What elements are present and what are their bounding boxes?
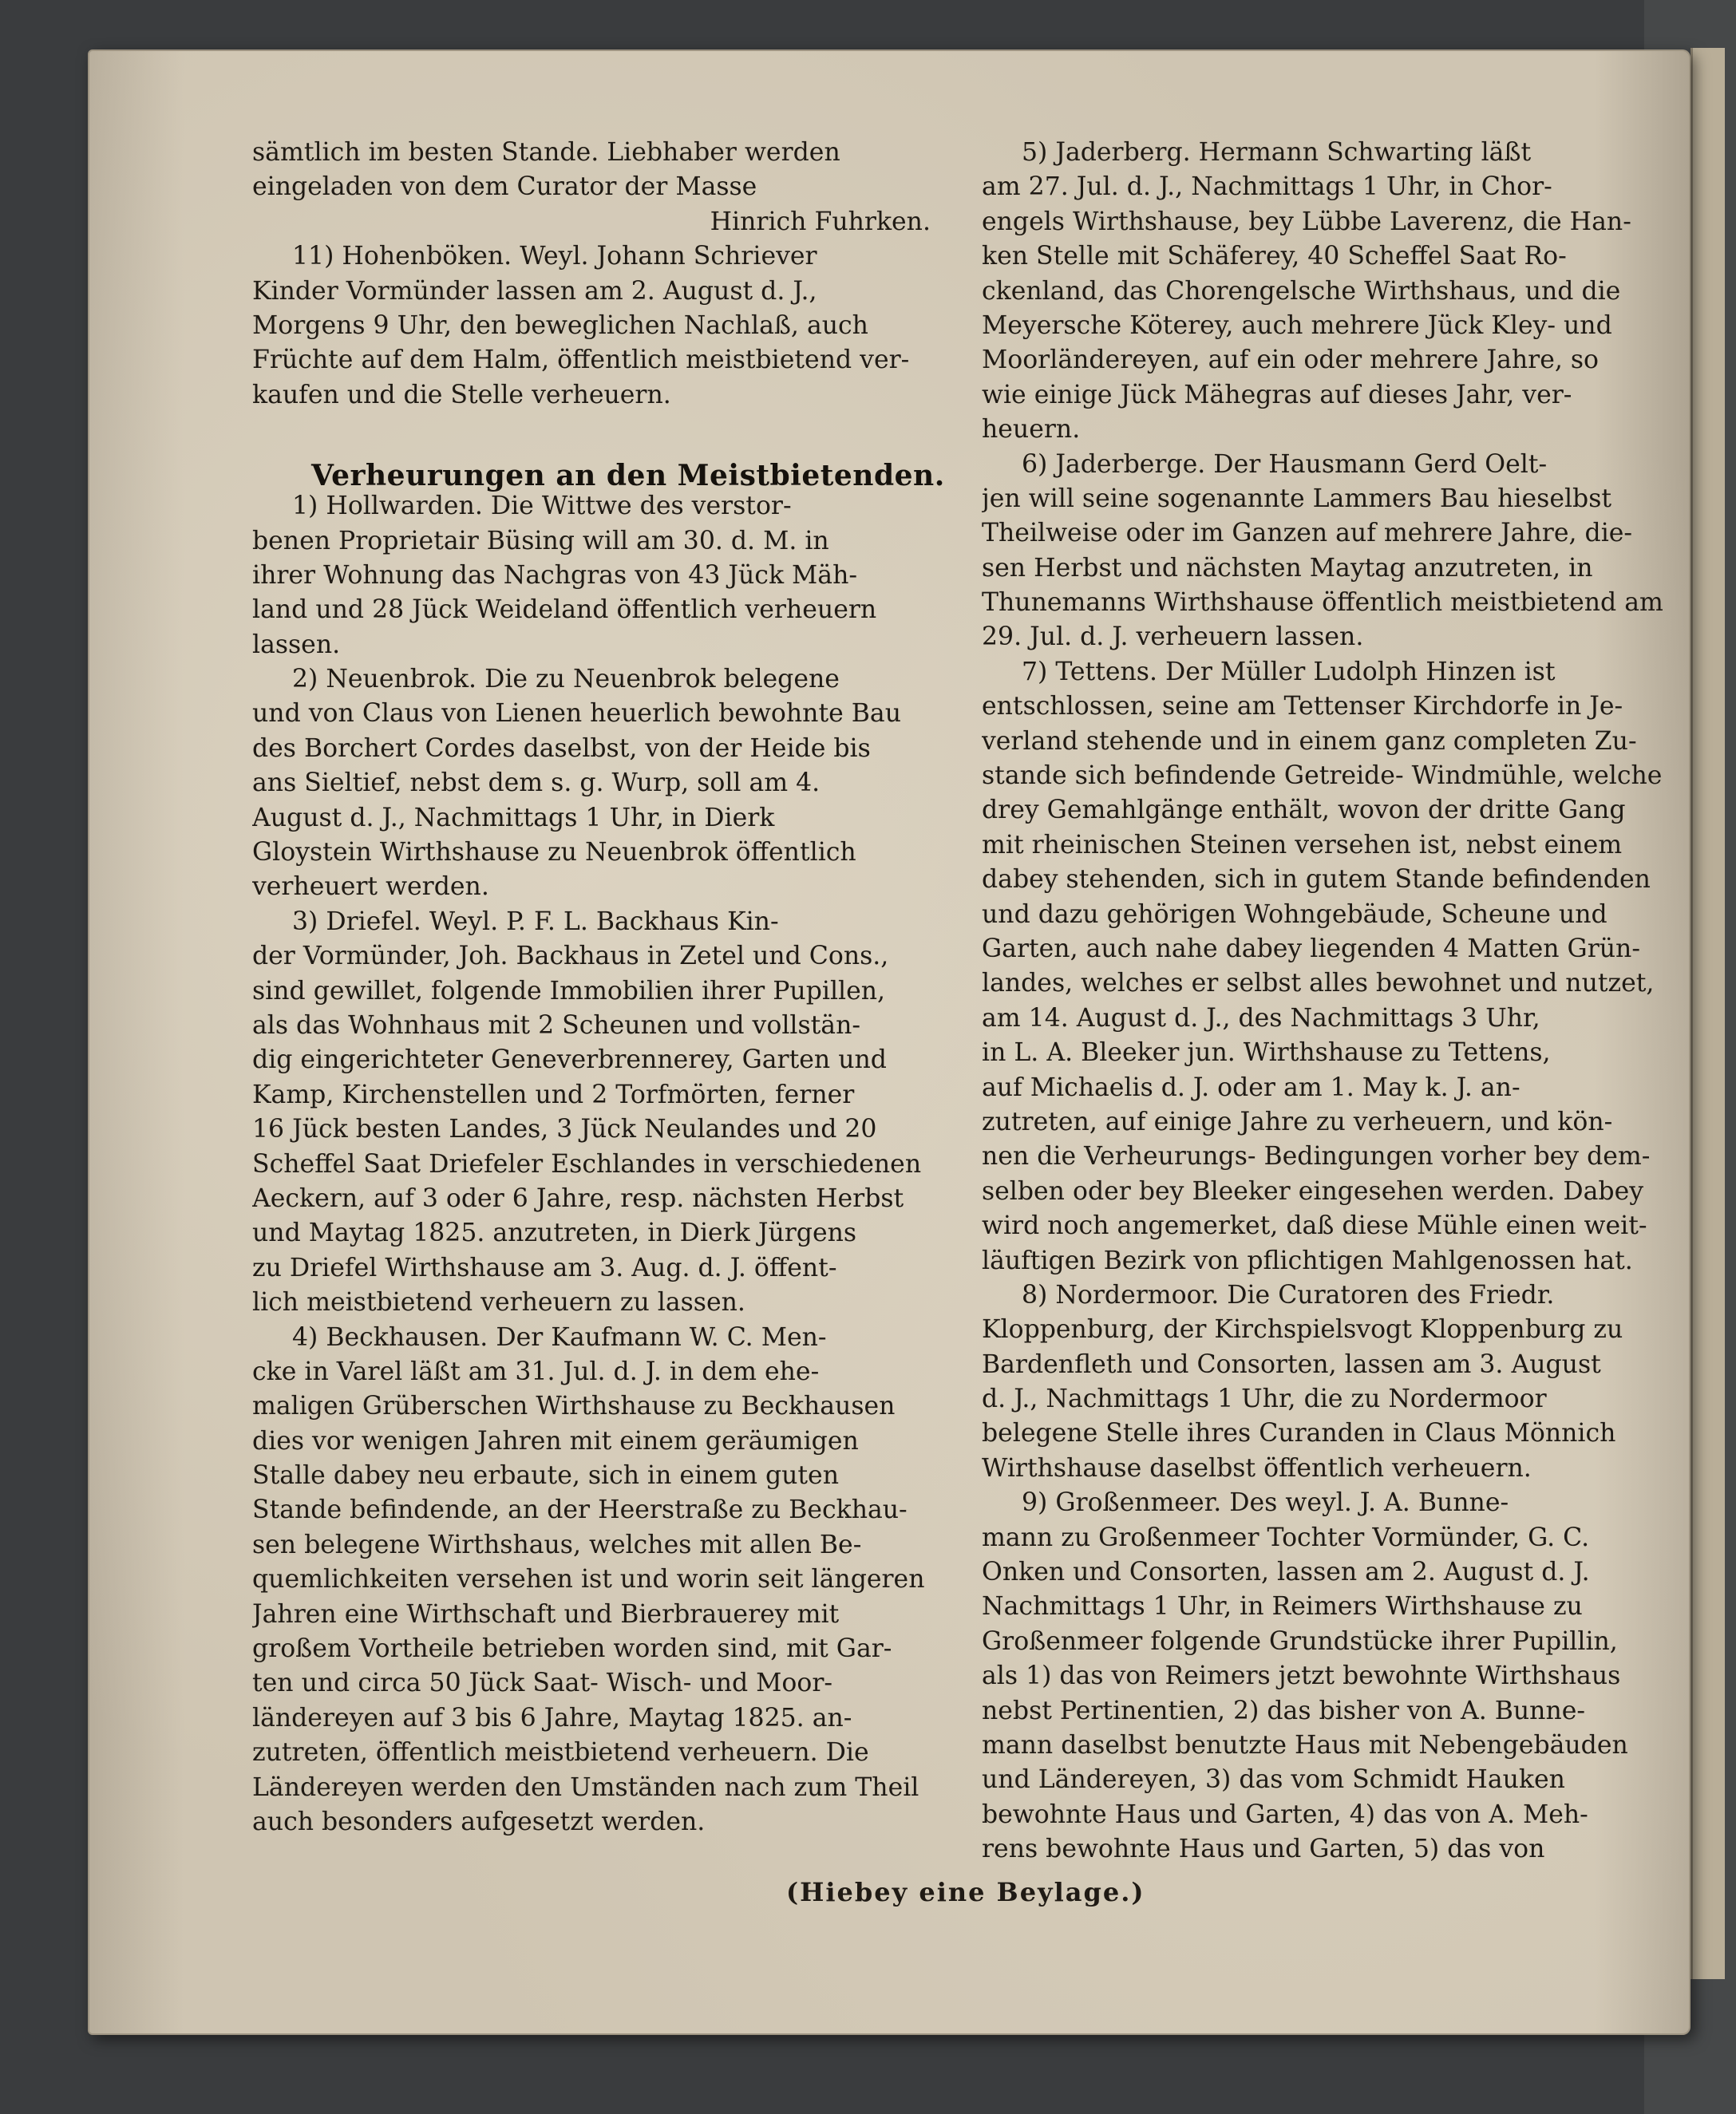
- text-line: Jahren eine Wirthschaft und Bierbrauerey mit: [252, 1599, 840, 1629]
- text-line: mann zu Großenmeer Tochter Vormünder, G. C.: [982, 1523, 1590, 1552]
- text-line: Gloystein Wirthshause zu Neuenbrok öffentlich: [252, 838, 856, 867]
- text-line: Wirthshause daselbst öffentlich verheuern.: [982, 1453, 1532, 1483]
- entry-heading-line: 3) Driefel. Weyl. P. F. L. Backhaus Kin-: [292, 907, 779, 936]
- text-line: ten und circa 50 Jück Saat- Wisch- und Moor-: [252, 1669, 833, 1698]
- text-line: und Maytag 1825. anzutreten, in Dierk Jürgens: [252, 1219, 857, 1248]
- supplement-note: (Hiebey eine Beylage.): [786, 1877, 1145, 1907]
- text-line: jen will seine sogenannte Lammers Bau hieselbst: [982, 484, 1612, 513]
- text-line: d. J., Nachmittags 1 Uhr, die zu Nordermoor: [982, 1385, 1547, 1414]
- text-line: ans Sieltief, nebst dem s. g. Wurp, soll am 4.: [252, 769, 821, 798]
- text-line: Thunemanns Wirthshause öffentlich meistbietend am: [982, 588, 1663, 618]
- text-line: land und 28 Jück Weideland öffentlich verheuern: [252, 595, 877, 625]
- text-line: großem Vortheile betrieben worden sind, mit Gar-: [252, 1634, 892, 1664]
- text-line: 16 Jück besten Landes, 3 Jück Neulandes und 20: [252, 1115, 877, 1144]
- entry-heading-line: 8) Nordermoor. Die Curatoren des Friedr.: [1022, 1280, 1555, 1310]
- text-line: ländereyen auf 3 bis 6 Jahre, Maytag 1825. an-: [252, 1703, 852, 1733]
- text-line: maligen Grüberschen Wirthshause zu Beckhausen: [252, 1392, 896, 1421]
- left-top-block: [252, 136, 963, 413]
- text-line: sen belegene Wirthshaus, welches mit allen Be-: [252, 1530, 862, 1559]
- text-line: selben oder bey Bleeker eingesehen werden. Dabey: [982, 1176, 1644, 1206]
- entry-heading-line: 2) Neuenbrok. Die zu Neuenbrok belegene: [292, 665, 840, 694]
- text-line: dabey stehenden, sich in gutem Stande befindenden: [982, 865, 1651, 895]
- entry-heading-line: 9) Großenmeer. Des weyl. J. A. Bunne-: [1022, 1488, 1509, 1518]
- text-line: stande sich befindende Getreide- Windmühle, welche: [982, 761, 1663, 791]
- text-line: August d. J., Nachmittags 1 Uhr, in Dierk: [252, 803, 775, 832]
- text-line: am 27. Jul. d. J., Nachmittags 1 Uhr, in Chor-: [982, 172, 1552, 202]
- text-line: Großenmeer folgende Grundstücke ihrer Pupillin,: [982, 1626, 1618, 1656]
- text-line: heuern.: [982, 415, 1081, 445]
- text-line: mann daselbst benutzte Haus mit Nebengebäuden: [982, 1730, 1628, 1760]
- left-column: [252, 136, 963, 1839]
- text-line: Aeckern, auf 3 oder 6 Jahre, resp. nächsten Herbst: [252, 1183, 904, 1213]
- text-line: zutreten, öffentlich meistbietend verheuern. Die: [252, 1738, 869, 1768]
- entry-heading-line: 5) Jaderberg. Hermann Schwarting läßt: [1022, 138, 1532, 167]
- entry-heading-line: 7) Tettens. Der Müller Ludolph Hinzen ist: [1022, 657, 1556, 686]
- text-line: Kinder Vormünder lassen am 2. August d. J.,: [252, 276, 817, 306]
- text-line: lich meistbietend verheuern zu lassen.: [252, 1288, 745, 1318]
- entry-heading-line: 1) Hollwarden. Die Wittwe des verstor-: [292, 492, 792, 521]
- text-line: kaufen und die Stelle verheuern.: [252, 380, 671, 409]
- text-line: der Vormünder, Joh. Backhaus in Zetel und Cons.,: [252, 942, 889, 971]
- text-line: und Ländereyen, 3) das vom Schmidt Hauken: [982, 1765, 1565, 1795]
- text-line: Kloppenburg, der Kirchspielsvogt Kloppenburg zu: [982, 1315, 1623, 1345]
- text-line: sämtlich im besten Stande. Liebhaber werden: [252, 138, 840, 167]
- text-line: Moorländereyen, auf ein oder mehrere Jahre, so: [982, 346, 1599, 375]
- text-line: nen die Verheurungs- Bedingungen vorher bey dem-: [982, 1142, 1651, 1172]
- left-body-block: [252, 489, 963, 1839]
- next-page-edge: [1691, 48, 1725, 1979]
- text-line: sen Herbst und nächsten Maytag anzutreten, in: [982, 553, 1593, 583]
- text-line: nebst Pertinentien, 2) das bisher von A. Bunne-: [982, 1696, 1586, 1725]
- text-line: drey Gemahlgänge enthält, wovon der dritte Gang: [982, 796, 1626, 825]
- text-line: cke in Varel läßt am 31. Jul. d. J. in dem ehe-: [252, 1357, 820, 1386]
- text-line: des Borchert Cordes daselbst, von der Heide bis: [252, 733, 871, 763]
- text-line: Stalle dabey neu erbaute, sich in einem guten: [252, 1461, 839, 1491]
- text-line: sind gewillet, folgende Immobilien ihrer Pupillen,: [252, 976, 886, 1006]
- text-line: als 1) das von Reimers jetzt bewohnte Wirthshaus: [982, 1662, 1621, 1691]
- text-line: wird noch angemerket, daß diese Mühle einen weit-: [982, 1211, 1647, 1241]
- right-column: [982, 136, 1692, 1867]
- text-line: Scheffel Saat Driefeler Eschlandes in verschiedenen: [252, 1149, 922, 1179]
- text-line: Bardenfleth und Consorten, lassen am 3. August: [982, 1349, 1601, 1379]
- text-line: eingeladen von dem Curator der Masse: [252, 172, 757, 202]
- text-line: rens bewohnte Haus und Garten, 5) das von: [982, 1835, 1545, 1864]
- text-line: ihrer Wohnung das Nachgras von 43 Jück Mäh-: [252, 560, 858, 590]
- text-line: auch besonders aufgesetzt werden.: [252, 1807, 706, 1836]
- text-line: ckenland, das Chorengelsche Wirthshaus, und die: [982, 276, 1621, 306]
- text-line: in L. A. Bleeker jun. Wirthshause zu Tettens,: [982, 1038, 1551, 1068]
- text-line: auf Michaelis d. J. oder am 1. May k. J. an-: [982, 1073, 1520, 1102]
- text-line: Morgens 9 Uhr, den beweglichen Nachlaß, auch: [252, 310, 868, 340]
- text-line: verheuert werden.: [252, 872, 489, 902]
- text-line: und dazu gehörigen Wohngebäude, Scheune und: [982, 899, 1607, 929]
- text-line: Ländereyen werden den Umständen nach zum Theil: [252, 1772, 919, 1802]
- section-heading: Verheurungen an den Meistbietenden.: [311, 459, 945, 492]
- text-line: zutreten, auf einige Jahre zu verheuern, und kön-: [982, 1107, 1613, 1136]
- signature-line: Hinrich Fuhrken.: [710, 207, 931, 236]
- text-line: Theilweise oder im Ganzen auf mehrere Jahre, die-: [982, 519, 1633, 548]
- text-line: entschlossen, seine am Tettenser Kirchdorfe in Je-: [982, 692, 1623, 721]
- text-line: wie einige Jück Mähegras auf dieses Jahr, ver-: [982, 380, 1572, 409]
- entry-heading-line: 4) Beckhausen. Der Kaufmann W. C. Men-: [292, 1322, 827, 1352]
- text-line: Onken und Consorten, lassen am 2. August d. J.: [982, 1558, 1590, 1587]
- text-line: landes, welches er selbst alles bewohnet und nutzet,: [982, 969, 1655, 998]
- text-line: Nachmittags 1 Uhr, in Reimers Wirthshause zu: [982, 1592, 1583, 1622]
- text-line: benen Proprietair Büsing will am 30. d. M. in: [252, 526, 829, 555]
- text-line: bewohnte Haus und Garten, 4) das von A. Meh-: [982, 1800, 1588, 1829]
- text-line: lassen.: [252, 630, 341, 659]
- text-line: Kamp, Kirchenstellen und 2 Torfmörten, ferner: [252, 1080, 855, 1109]
- text-line: belegene Stelle ihres Curanden in Claus Mönnich: [982, 1419, 1616, 1448]
- text-line: 29. Jul. d. J. verheuern lassen.: [982, 622, 1364, 652]
- text-line: mit rheinischen Steinen versehen ist, nebst einem: [982, 830, 1623, 859]
- text-line: dig eingerichteter Geneverbrennerey, Garten und: [252, 1045, 887, 1075]
- text-line: verland stehende und in einem ganz completen Zu-: [982, 726, 1637, 756]
- text-line: quemlichkeiten versehen ist und worin seit längeren: [252, 1565, 925, 1594]
- text-line: zu Driefel Wirthshause am 3. Aug. d. J. öffent-: [252, 1253, 837, 1282]
- text-line: am 14. August d. J., des Nachmittags 3 Uhr,: [982, 1003, 1540, 1033]
- text-line: ken Stelle mit Schäferey, 40 Scheffel Saat Ro-: [982, 242, 1567, 271]
- entry-heading-line: 6) Jaderberge. Der Hausmann Gerd Oelt-: [1022, 449, 1548, 479]
- text-line: als das Wohnhaus mit 2 Scheunen und vollstän-: [252, 1010, 860, 1040]
- text-line: Stande befindende, an der Heerstraße zu Beckhau-: [252, 1496, 908, 1525]
- text-line: und von Claus von Lienen heuerlich bewohnte Bau: [252, 699, 902, 729]
- text-line: Früchte auf dem Halm, öffentlich meistbietend ver-: [252, 346, 910, 375]
- text-line: Garten, auch nahe dabey liegenden 4 Matten Grün-: [982, 934, 1640, 963]
- entry-heading-line: 11) Hohenböken. Weyl. Johann Schriever: [292, 242, 817, 271]
- text-line: Meyersche Köterey, auch mehrere Jück Kley- und: [982, 310, 1612, 340]
- text-line: läuftigen Bezirk von pflichtigen Mahlgenossen hat.: [982, 1246, 1633, 1275]
- text-line: engels Wirthshause, bey Lübbe Laverenz, die Han-: [982, 207, 1631, 236]
- text-line: dies vor wenigen Jahren mit einem geräumigen: [252, 1426, 859, 1456]
